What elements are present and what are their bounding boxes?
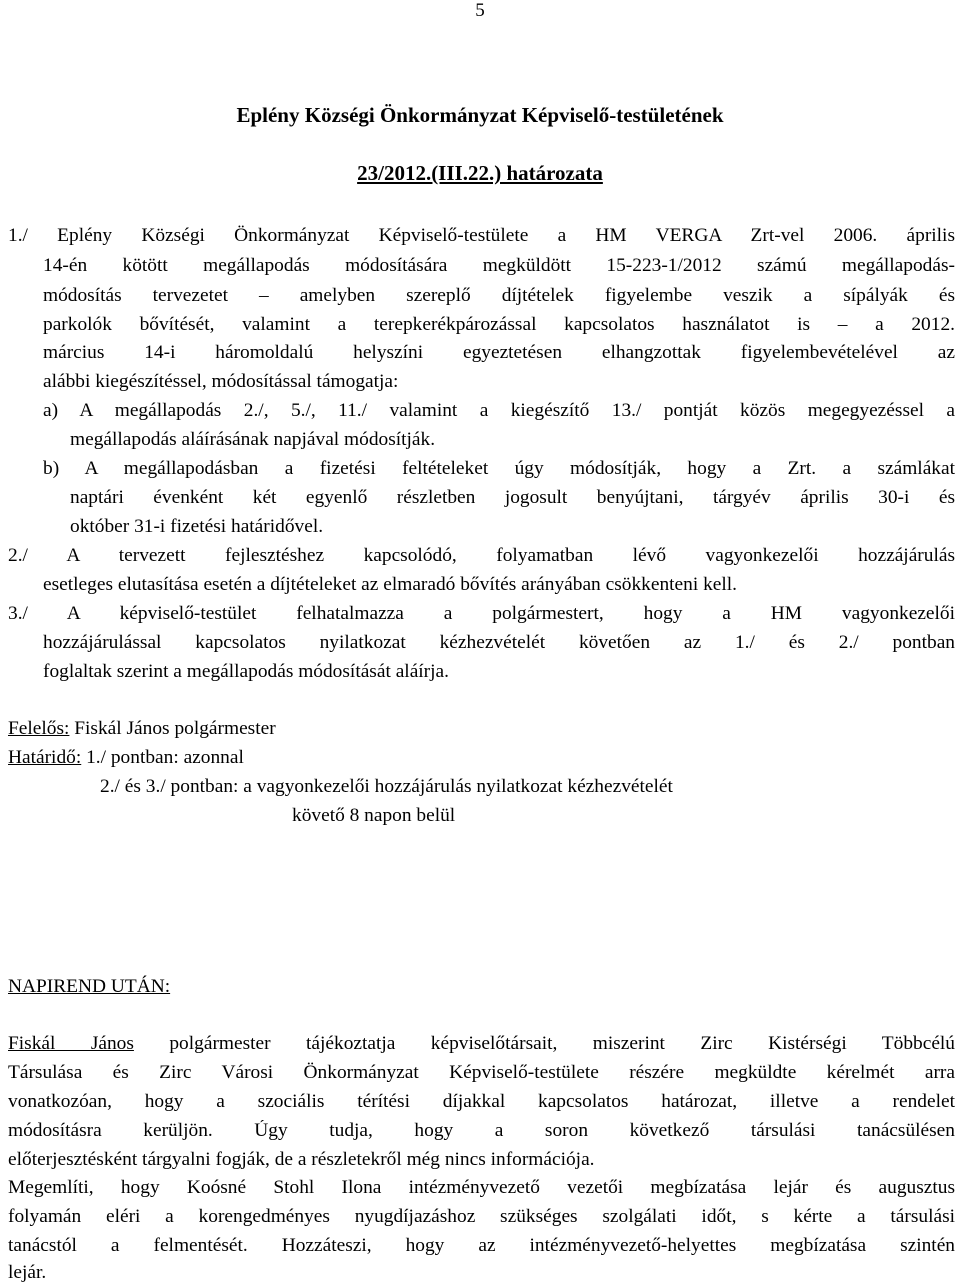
point-1b-line-1: b) A megállapodásban a fizetési feltételeket úgy módosítják, hogy a Zrt. a számlákat <box>43 458 955 479</box>
responsible-label: Felelős: <box>8 718 70 739</box>
deadline-line-2: 2./ és 3./ pontban: a vagyonkezelői hozzájárulás nyilatkozat kézhezvételét <box>100 776 673 797</box>
point-1-line-1: 1./ Eplény Községi Önkormányzat Képviselő-testülete a HM VERGA Zrt-vel 2006. április <box>8 225 955 246</box>
point-2-line-2: esetleges elutasítása esetén a díjtételeket az elmaradó bővítés arányában csökkenteni kell. <box>43 574 737 595</box>
after-agenda-p1-line-2: Társulása és Zirc Városi Önkormányzat Képviselő-testülete részére megküldte kérelmét arra <box>8 1062 955 1083</box>
point-3-line-1: 3./ A képviselő-testület felhatalmazza a polgármestert, hogy a HM vagyonkezelői <box>8 603 955 624</box>
point-1b-line-3: október 31-i fizetési határidővel. <box>70 516 324 537</box>
point-1a-line-2: megállapodás aláírásának napjával módosítják. <box>70 429 436 450</box>
after-agenda-p2-line-2: folyamán eléri a korengedményes nyugdíjazáshoz szükséges szolgálati időt, s kérte a társulási <box>8 1206 955 1227</box>
deadline-label: Határidő: <box>8 747 82 768</box>
page-number: 5 <box>475 0 485 21</box>
point-3-line-3: foglaltak szerint a megállapodás módosítását aláírja. <box>43 661 449 682</box>
after-agenda-p1-line-1-rest: polgármester tájékoztatja képviselőtársait, miszerint Zirc Kistérségi Többcélú <box>133 1033 955 1054</box>
point-1-line-3: módosítás tervezetet – amelyben szereplő díjtételek figyelembe veszik a sípályák és <box>43 285 955 306</box>
after-agenda-p1-line-4: módosításra kerüljön. Úgy tudja, hogy a soron következő társulási tanácsülésen <box>8 1120 955 1141</box>
point-3-line-2: hozzájárulással kapcsolatos nyilatkozat kézhezvételét követően az 1./ és 2./ pontban <box>43 632 955 653</box>
after-agenda-heading <box>8 976 170 998</box>
document-title: Eplény Községi Önkormányzat Képviselő-testületének <box>236 103 724 127</box>
point-1a-line-1: a) A megállapodás 2./, 5./, 11./ valamint a kiegészítő 13./ pontját közös megegyezéssel a <box>43 400 955 421</box>
after-agenda-p2-line-4: lejár. <box>8 1262 47 1283</box>
after-agenda-p1-line-3: vonatkozóan, hogy a szociális térítési díjakkal kapcsolatos határozat, illetve a rendelet <box>8 1091 955 1112</box>
point-1-line-6: alábbi kiegészítéssel, módosítással támogatja: <box>43 371 399 392</box>
after-agenda-p2-line-3: tanácstól a felmentését. Hozzáteszi, hogy az intézményvezető-helyettes megbízatása szintén <box>8 1235 955 1256</box>
point-1-line-4: parkolók bővítését, valamint a terepkerékpározással kapcsolatos használatot is – a 2012. <box>43 314 955 335</box>
point-1b-line-2: naptári évenként két egyenlő részletben jogosult benyújtani, tárgyév április 30-i és <box>70 487 955 508</box>
resolution-number-text: 23/2012.(III.22.) határozata <box>357 161 603 185</box>
resolution-number <box>0 161 960 186</box>
deadline-line-3: követő 8 napon belül <box>292 805 456 826</box>
after-agenda-p1-line-5: előterjesztésként tárgyalni fogják, de a részletekről még nincs információja. <box>8 1149 595 1170</box>
deadline-line <box>8 747 244 769</box>
point-2-line-1: 2./ A tervezett fejlesztéshez kapcsolódó, folyamatban lévő vagyonkezelői hozzájárulás <box>8 545 955 566</box>
responsible-value: Fiskál János polgármester <box>69 718 276 739</box>
speaker-name: Fiskál János <box>8 1033 134 1054</box>
responsible-line <box>8 718 276 740</box>
point-1-line-5: március 14-i háromoldalú helyszíni egyeztetésen elhangzottak figyelembevételével az <box>43 342 955 363</box>
point-1-line-2: 14-én kötött megállapodás módosítására megküldött 15-223-1/2012 számú megállapodás- <box>43 255 955 276</box>
after-agenda-p2-line-1: Megemlíti, hogy Koósné Stohl Ilona intézményvezető vezetői megbízatása lejár és augusztus <box>8 1177 955 1198</box>
after-agenda-heading-text: NAPIREND UTÁN: <box>8 976 171 997</box>
deadline-value: 1./ pontban: azonnal <box>81 747 244 768</box>
after-agenda-p1-line-1 <box>8 1033 955 1055</box>
